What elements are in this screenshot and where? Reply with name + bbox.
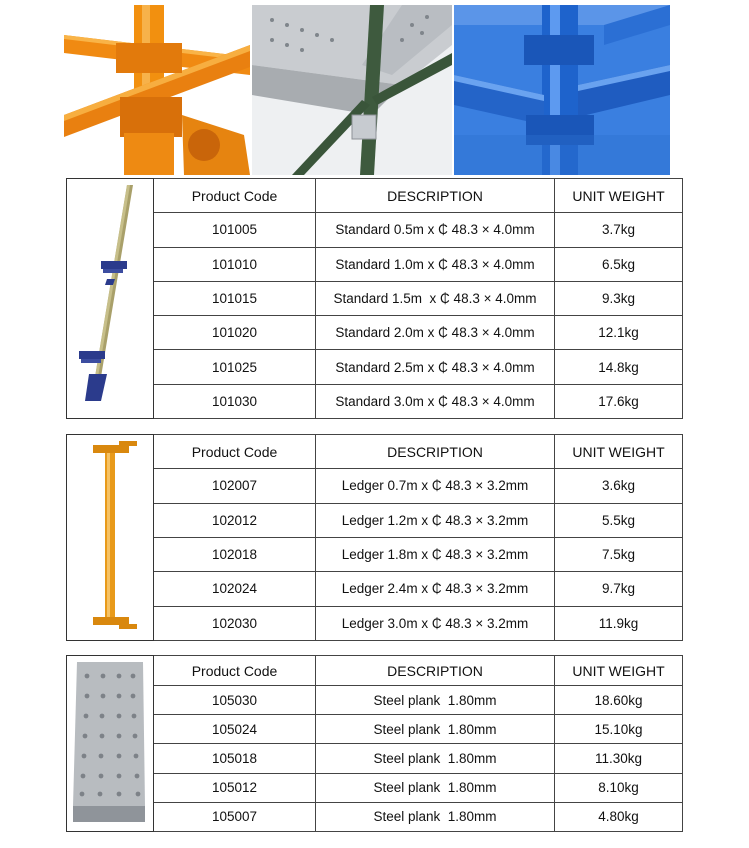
description: Steel plank 1.80mm: [316, 744, 555, 773]
product-code: 105012: [154, 773, 316, 802]
unit-weight: 11.9kg: [555, 606, 683, 640]
unit-weight: 4.80kg: [555, 802, 683, 831]
product-code: 105024: [154, 715, 316, 744]
description: Steel plank 1.80mm: [316, 802, 555, 831]
description: Ledger 1.2m x ₵ 48.3 × 3.2mm: [316, 503, 555, 537]
steel-plank-hook-photo: [252, 5, 452, 175]
product-code: 101015: [154, 281, 316, 315]
header-product-code: Product Code: [154, 179, 316, 213]
table-row: [67, 469, 683, 503]
product-code: 105007: [154, 802, 316, 831]
product-code: 101005: [154, 213, 316, 247]
description: Steel plank 1.80mm: [316, 715, 555, 744]
product-code: 101010: [154, 247, 316, 281]
description: Standard 2.0m x ₵ 48.3 × 4.0mm: [316, 316, 555, 350]
description: Ledger 2.4m x ₵ 48.3 × 3.2mm: [316, 572, 555, 606]
unit-weight: 15.10kg: [555, 715, 683, 744]
product-code: 105030: [154, 686, 316, 715]
header-unit-weight: UNIT WEIGHT: [555, 435, 683, 469]
standard-pole-image: [67, 179, 154, 419]
header-description: DESCRIPTION: [316, 656, 555, 686]
table-row: [67, 503, 683, 537]
blue-ringlock-node-photo: [454, 5, 670, 175]
table-row: [67, 802, 683, 831]
unit-weight: 6.5kg: [555, 247, 683, 281]
header-unit-weight: UNIT WEIGHT: [555, 656, 683, 686]
table-row: [67, 572, 683, 606]
ledger-bar-image: [67, 435, 154, 641]
unit-weight: 17.6kg: [555, 384, 683, 418]
orange-ringlock-node-photo: [64, 5, 250, 175]
product-code: 105018: [154, 744, 316, 773]
unit-weight: 8.10kg: [555, 773, 683, 802]
steel-plank-image: [67, 656, 154, 832]
table-row: [67, 744, 683, 773]
table-row: [67, 316, 683, 350]
table-row: [67, 606, 683, 640]
header-product-code: Product Code: [154, 656, 316, 686]
header-unit-weight: UNIT WEIGHT: [555, 179, 683, 213]
unit-weight: 18.60kg: [555, 686, 683, 715]
unit-weight: 11.30kg: [555, 744, 683, 773]
table-row: [67, 213, 683, 247]
table-row: [67, 247, 683, 281]
description: Standard 3.0m x ₵ 48.3 × 4.0mm: [316, 384, 555, 418]
description: Standard 1.0m x ₵ 48.3 × 4.0mm: [316, 247, 555, 281]
product-code: 101020: [154, 316, 316, 350]
header-product-code: Product Code: [154, 435, 316, 469]
unit-weight: 3.6kg: [555, 469, 683, 503]
table-row: [67, 350, 683, 384]
product-code: 102012: [154, 503, 316, 537]
product-code: 101030: [154, 384, 316, 418]
standards-table: [66, 178, 683, 419]
ledgers-table: [66, 434, 683, 641]
description: Standard 0.5m x ₵ 48.3 × 4.0mm: [316, 213, 555, 247]
description: Standard 1.5m x ₵ 48.3 × 4.0mm: [316, 281, 555, 315]
table-row: [67, 537, 683, 571]
product-code: 102030: [154, 606, 316, 640]
table-row: [67, 715, 683, 744]
unit-weight: 9.3kg: [555, 281, 683, 315]
description: Steel plank 1.80mm: [316, 686, 555, 715]
description: Ledger 0.7m x ₵ 48.3 × 3.2mm: [316, 469, 555, 503]
product-code: 101025: [154, 350, 316, 384]
unit-weight: 14.8kg: [555, 350, 683, 384]
header-description: DESCRIPTION: [316, 435, 555, 469]
header-description: DESCRIPTION: [316, 179, 555, 213]
photo-strip: [64, 5, 670, 175]
steel-planks-table: [66, 655, 683, 832]
description: Standard 2.5m x ₵ 48.3 × 4.0mm: [316, 350, 555, 384]
table-row: [67, 773, 683, 802]
unit-weight: 12.1kg: [555, 316, 683, 350]
unit-weight: 9.7kg: [555, 572, 683, 606]
table-row: [67, 281, 683, 315]
product-code: 102018: [154, 537, 316, 571]
description: Ledger 3.0m x ₵ 48.3 × 3.2mm: [316, 606, 555, 640]
description: Ledger 1.8m x ₵ 48.3 × 3.2mm: [316, 537, 555, 571]
table-row: [67, 384, 683, 418]
product-code: 102024: [154, 572, 316, 606]
unit-weight: 3.7kg: [555, 213, 683, 247]
product-code: 102007: [154, 469, 316, 503]
unit-weight: 5.5kg: [555, 503, 683, 537]
unit-weight: 7.5kg: [555, 537, 683, 571]
description: Steel plank 1.80mm: [316, 773, 555, 802]
table-row: [67, 686, 683, 715]
